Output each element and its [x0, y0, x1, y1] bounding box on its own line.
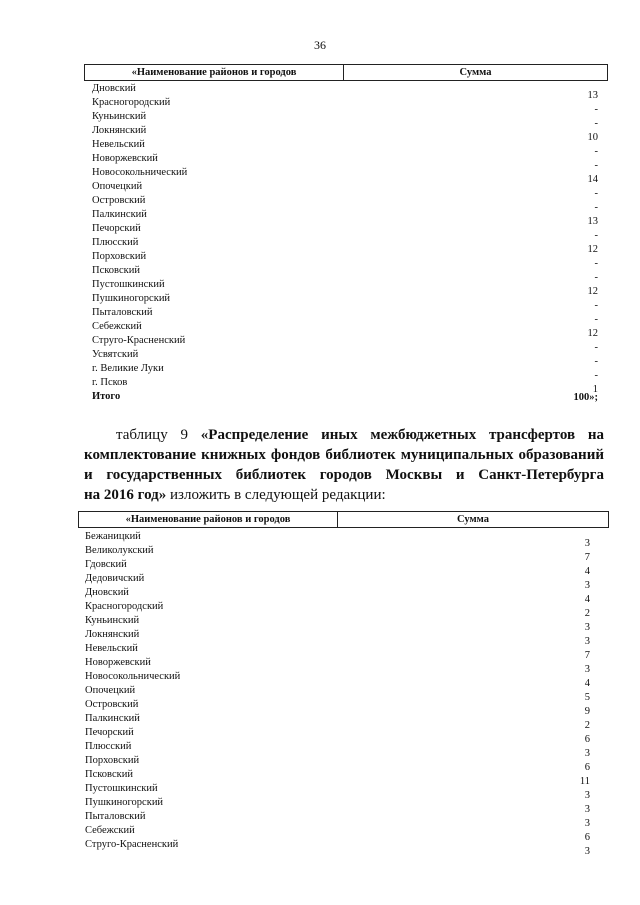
amount-value: - — [594, 272, 598, 283]
table9-header-name: «Наименование районов и городов — [79, 512, 338, 527]
amount-value: 6 — [584, 762, 590, 773]
amount-value: 13 — [587, 90, 598, 101]
table-row — [85, 810, 590, 829]
amount-value: 4 — [584, 566, 590, 577]
table-row — [85, 558, 590, 577]
amount-value: - — [594, 202, 598, 213]
district-name: Дедовичский — [85, 573, 145, 584]
table-row — [92, 110, 598, 129]
table-row — [92, 376, 598, 395]
table-row — [85, 838, 590, 857]
district-name: Невельский — [92, 139, 145, 150]
table-row — [92, 138, 598, 157]
table9-header — [78, 511, 609, 528]
table-row — [92, 222, 598, 241]
district-name: Порховский — [92, 251, 147, 262]
table-row — [92, 362, 598, 381]
table-row — [92, 180, 598, 199]
amount-value: 3 — [584, 636, 590, 647]
district-name: Великолукский — [85, 545, 154, 556]
district-name: Плюсский — [92, 237, 139, 248]
amount-value: 7 — [584, 552, 590, 563]
district-name: Опочецкий — [85, 685, 136, 696]
table8-header — [84, 64, 608, 81]
amount-value: 5 — [584, 692, 590, 703]
table-row — [85, 670, 590, 689]
district-name: Палкинский — [85, 713, 140, 724]
table-row — [92, 152, 598, 171]
district-name: Куньинский — [92, 111, 147, 122]
amount-value: 3 — [584, 804, 590, 815]
table9-rows — [85, 530, 590, 857]
district-name: Островский — [85, 699, 139, 710]
amount-value: - — [594, 118, 598, 129]
district-name: Новосокольнический — [92, 167, 188, 178]
amount-value: - — [594, 356, 598, 367]
amount-value: 13 — [587, 216, 598, 227]
district-name: Пушкиногорский — [92, 293, 171, 304]
table-row — [92, 96, 598, 115]
district-name: Псковский — [85, 769, 133, 780]
amount-value: 4 — [584, 678, 590, 689]
table-row — [85, 628, 590, 647]
table-row — [92, 194, 598, 213]
table-row — [85, 796, 590, 815]
amount-value: 12 — [587, 328, 598, 339]
total-label: Итого — [92, 391, 121, 402]
table-row — [85, 684, 590, 703]
amount-value: - — [594, 258, 598, 269]
district-name: Опочецкий — [92, 181, 143, 192]
district-name: Бежаницкий — [85, 531, 141, 542]
amendment-paragraph — [84, 425, 604, 505]
district-name: Красногородский — [92, 97, 171, 108]
table9-header-sum: Сумма — [457, 514, 489, 525]
table-row — [85, 740, 590, 759]
amount-value: - — [594, 342, 598, 353]
amount-value: 3 — [584, 790, 590, 801]
table-row — [85, 600, 590, 619]
amount-value: 14 — [587, 174, 598, 185]
district-name: Усвятский — [92, 349, 139, 360]
amount-value: 3 — [584, 664, 590, 675]
amount-value: - — [594, 160, 598, 171]
table8-header-sum: Сумма — [459, 67, 492, 78]
district-name: Струго-Красненский — [85, 839, 179, 850]
table8-rows — [92, 82, 598, 404]
district-name: г. Великие Луки — [92, 363, 164, 374]
total-value: 100»; — [573, 392, 598, 403]
district-name: Куньинский — [85, 615, 140, 626]
table-row — [85, 572, 590, 591]
table8-header-name: «Наименование районов и городов — [85, 65, 344, 80]
amount-value: - — [594, 146, 598, 157]
table-row — [85, 698, 590, 717]
amount-value: 12 — [587, 244, 598, 255]
table-row — [85, 642, 590, 661]
table-row — [85, 656, 590, 675]
district-name: Плюсский — [85, 741, 132, 752]
table-row — [92, 292, 598, 311]
table-row — [85, 726, 590, 745]
table-row — [92, 348, 598, 367]
amount-value: - — [594, 230, 598, 241]
amount-value: 9 — [584, 706, 590, 717]
paragraph-suffix: изложить в следующей редакции: — [166, 487, 386, 503]
paragraph-line-3 — [84, 465, 604, 485]
paragraph-title-1: «Распределение иных межбюджетных трансфертов на — [200, 427, 604, 443]
table-row — [92, 306, 598, 325]
amount-value: 3 — [584, 748, 590, 759]
amount-value: 3 — [584, 538, 590, 549]
district-name: Новосокольнический — [85, 671, 181, 682]
amount-value: 6 — [584, 832, 590, 843]
table-row — [92, 334, 598, 353]
amount-value: 4 — [584, 594, 590, 605]
district-name: Гдовский — [85, 559, 127, 570]
table-row — [92, 250, 598, 269]
district-name: Новоржевский — [92, 153, 158, 164]
table-row — [85, 754, 590, 773]
table-row — [85, 712, 590, 731]
district-name: Печорский — [92, 223, 141, 234]
amount-value: 2 — [584, 720, 590, 731]
table-row — [92, 236, 598, 255]
district-name: Пыталовский — [92, 307, 153, 318]
amount-value: - — [594, 104, 598, 115]
amount-value: 11 — [579, 776, 590, 787]
district-name: Струго-Красненский — [92, 335, 186, 346]
table-row — [92, 166, 598, 185]
amount-value: 12 — [587, 286, 598, 297]
amount-value: - — [594, 188, 598, 199]
district-name: Порховский — [85, 755, 140, 766]
district-name: Дновский — [85, 587, 129, 598]
district-name: Красногородский — [85, 601, 164, 612]
paragraph-title-3: и государственных библиотек городов Москвы и Санкт-Петербурга — [84, 467, 604, 483]
amount-value: 2 — [584, 608, 590, 619]
table-row — [92, 278, 598, 297]
district-name: Псковский — [92, 265, 140, 276]
table-row — [92, 208, 598, 227]
table-row — [85, 614, 590, 633]
paragraph-title-4: на 2016 год» — [84, 487, 167, 503]
amount-value: 7 — [584, 650, 590, 661]
amount-value: 3 — [584, 818, 590, 829]
amount-value: - — [594, 314, 598, 325]
district-name: Дновский — [92, 83, 136, 94]
district-name: Локнянский — [85, 629, 140, 640]
total-row — [92, 390, 598, 404]
district-name: Пыталовский — [85, 811, 146, 822]
amount-value: - — [594, 300, 598, 311]
paragraph-line-2 — [84, 445, 604, 465]
paragraph-prefix: таблицу 9 — [116, 427, 201, 443]
amount-value: 10 — [587, 132, 598, 143]
district-name: Себежский — [85, 825, 135, 836]
amount-value: 3 — [584, 622, 590, 633]
paragraph-line-1 — [84, 425, 604, 445]
table-row — [85, 824, 590, 843]
table-row — [85, 782, 590, 801]
amount-value: 1 — [592, 384, 598, 395]
district-name: Пушкиногорский — [85, 797, 164, 808]
district-name: Палкинский — [92, 209, 147, 220]
district-name: Новоржевский — [85, 657, 151, 668]
paragraph-line-4 — [84, 485, 604, 505]
page-number: 36 — [314, 38, 326, 52]
table-row — [85, 530, 590, 549]
district-name: Пустошкинский — [92, 279, 165, 290]
district-name: Печорский — [85, 727, 134, 738]
paragraph-title-2: комплектование книжных фондов библиотек муниципальных образований — [84, 447, 604, 463]
table-row — [92, 124, 598, 143]
district-name: Островский — [92, 195, 146, 206]
district-name: г. Псков — [92, 377, 128, 388]
amount-value: 3 — [584, 580, 590, 591]
table-row — [92, 320, 598, 339]
table-row — [85, 768, 590, 787]
table-row — [85, 586, 590, 605]
amount-value: 3 — [584, 846, 590, 857]
amount-value: - — [594, 370, 598, 381]
district-name: Локнянский — [92, 125, 147, 136]
table-row — [85, 544, 590, 563]
table-row — [92, 82, 598, 101]
table-row — [92, 264, 598, 283]
district-name: Невельский — [85, 643, 138, 654]
district-name: Пустошкинский — [85, 783, 158, 794]
district-name: Себежский — [92, 321, 142, 332]
amount-value: 6 — [584, 734, 590, 745]
